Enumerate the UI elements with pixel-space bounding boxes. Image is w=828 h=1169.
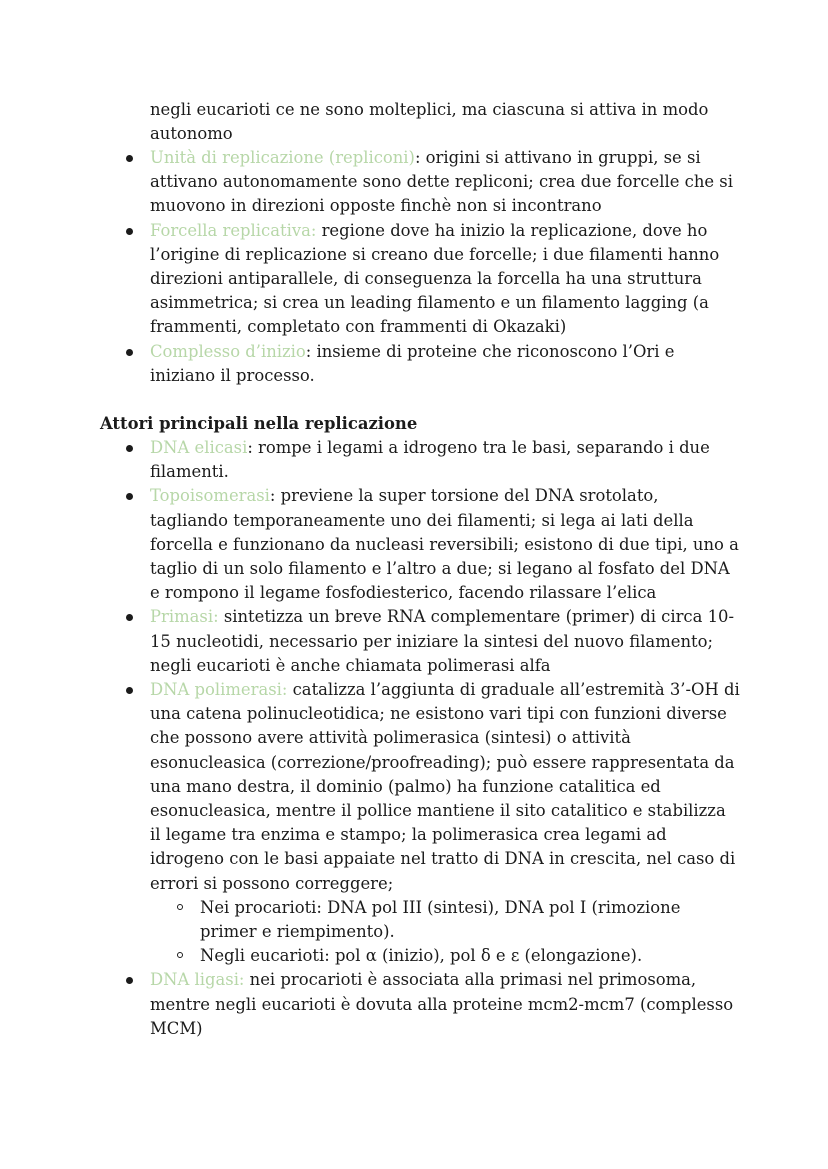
term-dna-ligase: DNA ligasi: (150, 970, 245, 990)
term-replicons: Unità di replicazione (repliconi) (150, 148, 415, 167)
list-item-dna-ligase (150, 968, 740, 1041)
sublist-item-prokaryotes: Nei procarioti: DNA pol III (sintesi), DNA pol I (rimozione primer e riempimento). (200, 896, 740, 944)
intro-continuation: negli eucarioti ce ne sono molteplici, ma ciascuna si attiva in modo autonomo (150, 100, 709, 144)
term-topoisomerase: Topoisomerasi (150, 486, 270, 506)
list-item-primase (150, 605, 740, 678)
main-actors-list (150, 436, 740, 1041)
list-item-replication-fork (150, 219, 740, 340)
term-dna-helicase: DNA elicasi (150, 438, 248, 457)
definition-replicons: : origini si attivano in gruppi, se si attivano autonomamente sono dette repliconi; crea due forcelle che si muovono in direzioni opposte finchè non si incontrano (150, 148, 733, 216)
term-initiation-complex: Complesso d’inizio (150, 341, 306, 361)
list-item-topoisomerase (150, 484, 740, 605)
section-heading: Attori principali nella replicazione (100, 414, 418, 433)
term-replication-fork: Forcella replicativa: (150, 220, 317, 240)
definition-dna-polymerase: catalizza l’aggiunta di graduale all’estremità 3’-OH di una catena polinucleotidica; ne esistono vari tipi con funzioni diverse che possono avere attività polimerasica (sintesi) o attività esonucleasica (correzione/proofreading); può essere rappresentata da una mano destra, il dominio (palmo) ha funzione catalitica ed esonucleasica, mentre il pollice mantiene il sito catalitico e stabilizza il legame tra enzima e stampo; la polimerasica crea legami ad idrogeno con le basi appaiate nel tratto di DNA in crescita, nel caso di errori si possono correggere; (150, 680, 740, 893)
list-item-dna-helicase (150, 436, 740, 484)
term-dna-polymerase: DNA polimerasi: (150, 680, 288, 700)
replication-origin-list (150, 146, 740, 388)
list-item-initiation-complex (150, 340, 740, 388)
term-primase: Primasi: (150, 607, 219, 627)
list-item-dna-polymerase (150, 678, 740, 968)
definition-dna-helicase: : rompe i legami a idrogeno tra le basi, separando i due filamenti. (150, 438, 710, 482)
sublist-item-eukaryotes: Negli eucarioti: pol α (inizio), pol δ e ε (elongazione). (200, 944, 740, 968)
list-item-replicons (150, 146, 740, 219)
polymerase-sublist (150, 896, 740, 969)
definition-dna-ligase: nei procarioti è associata alla primasi nel primosoma, mentre negli eucarioti è dovuta alla proteine mcm2-mcm7 (complesso MCM) (150, 970, 734, 1038)
definition-topoisomerase: : previene la super torsione del DNA srotolato, tagliando temporaneamente uno dei filamenti; si lega ai lati della forcella e funzionano da nucleasi reversibili; esistono di due tipi, uno a taglio di un solo filamento e l’altro a due; si legano al fosfato del DNA e rompono il legame fosfodiesterico, facendo rilassare l’elica (150, 486, 739, 603)
definition-primase: sintetizza un breve RNA complementare (primer) di circa 10-15 nucleotidi, necessario per iniziare la sintesi del nuovo filamento; negli eucarioti è anche chiamata polimerasi alfa (150, 607, 734, 675)
definition-initiation-complex: : insieme di proteine che riconoscono l’Ori e iniziano il processo. (150, 341, 675, 385)
definition-replication-fork: regione dove ha inizio la replicazione, dove ho l’origine di replicazione si creano due forcelle; i due filamenti hanno direzioni antiparallele, di conseguenza la forcella ha una struttura asimmetrica; si crea un leading filamento e un filamento lagging (a frammenti, completato con frammenti di Okazaki) (150, 220, 720, 337)
